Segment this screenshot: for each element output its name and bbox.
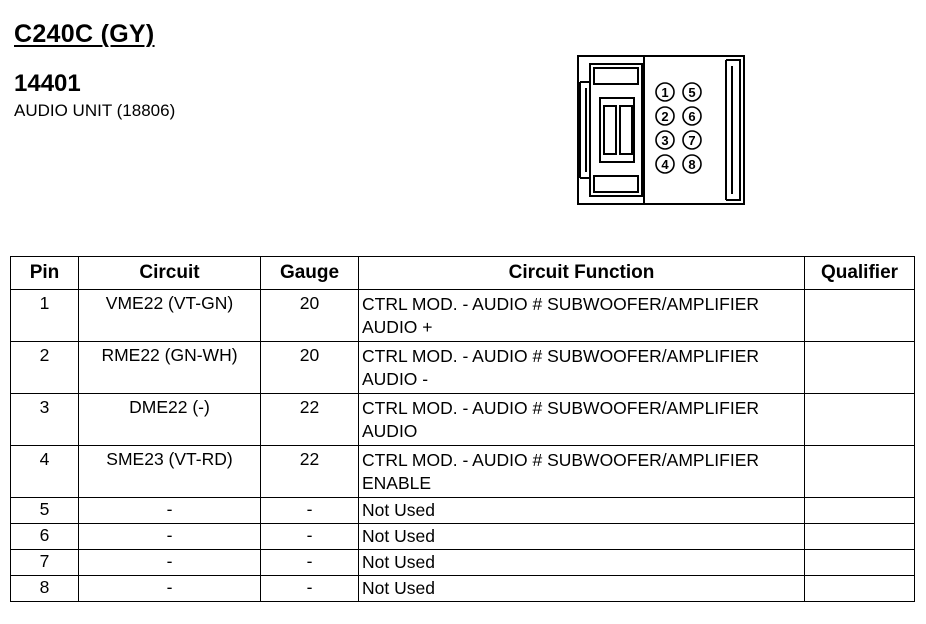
cavity-label: 2 <box>661 109 669 124</box>
cavity-label: 5 <box>688 85 696 100</box>
gauge-cell: - <box>261 576 359 602</box>
table-row <box>11 576 915 602</box>
qualifier-cell <box>805 576 915 602</box>
qualifier-cell <box>805 550 915 576</box>
table-row <box>11 524 915 550</box>
header-qualifier: Qualifier <box>805 257 915 290</box>
qualifier-cell <box>805 394 915 446</box>
function-cell: Not Used <box>359 524 805 550</box>
function-cell: Not Used <box>359 550 805 576</box>
table-row <box>11 498 915 524</box>
circuit-cell: SME23 (VT-RD) <box>79 446 261 498</box>
qualifier-cell <box>805 524 915 550</box>
circuit-cell: - <box>79 498 261 524</box>
gauge-cell: 22 <box>261 446 359 498</box>
pinout-table <box>10 256 915 602</box>
table-row <box>11 342 915 394</box>
qualifier-cell <box>805 342 915 394</box>
qualifier-cell <box>805 290 915 342</box>
function-cell: CTRL MOD. - AUDIO # SUBWOOFER/AMPLIFIER ENABLE <box>359 446 805 498</box>
function-cell: Not Used <box>359 498 805 524</box>
cavity-label: 7 <box>688 133 696 148</box>
header-circuit: Circuit <box>79 257 261 290</box>
function-cell: CTRL MOD. - AUDIO # SUBWOOFER/AMPLIFIER AUDIO + <box>359 290 805 342</box>
cavity-label: 4 <box>661 157 669 172</box>
connector-face-diagram <box>576 54 746 206</box>
gauge-cell: 22 <box>261 394 359 446</box>
header-circuit-function: Circuit Function <box>359 257 805 290</box>
pin-cell: 4 <box>11 446 79 498</box>
pin-cell: 5 <box>11 498 79 524</box>
gauge-cell: - <box>261 524 359 550</box>
cavity-label: 6 <box>688 109 696 124</box>
circuit-cell: - <box>79 550 261 576</box>
function-cell: CTRL MOD. - AUDIO # SUBWOOFER/AMPLIFIER AUDIO - <box>359 342 805 394</box>
gauge-cell: - <box>261 550 359 576</box>
cavity-label: 8 <box>688 157 696 172</box>
function-cell: CTRL MOD. - AUDIO # SUBWOOFER/AMPLIFIER AUDIO <box>359 394 805 446</box>
function-cell: Not Used <box>359 576 805 602</box>
header-pin: Pin <box>11 257 79 290</box>
header-gauge: Gauge <box>261 257 359 290</box>
part-number: 14401 <box>14 70 81 97</box>
table-row <box>11 290 915 342</box>
qualifier-cell <box>805 446 915 498</box>
pin-cell: 3 <box>11 394 79 446</box>
cavity-label: 3 <box>661 133 669 148</box>
pin-cell: 7 <box>11 550 79 576</box>
pin-cell: 2 <box>11 342 79 394</box>
table-row <box>11 550 915 576</box>
cavity-label: 1 <box>661 85 669 100</box>
circuit-cell: RME22 (GN-WH) <box>79 342 261 394</box>
gauge-cell: 20 <box>261 290 359 342</box>
connector-id: C240C (GY) <box>14 20 155 48</box>
circuit-cell: - <box>79 524 261 550</box>
circuit-cell: - <box>79 576 261 602</box>
table-row <box>11 446 915 498</box>
table-row <box>11 394 915 446</box>
circuit-cell: VME22 (VT-GN) <box>79 290 261 342</box>
gauge-cell: 20 <box>261 342 359 394</box>
pin-cell: 6 <box>11 524 79 550</box>
gauge-cell: - <box>261 498 359 524</box>
qualifier-cell <box>805 498 915 524</box>
circuit-cell: DME22 (-) <box>79 394 261 446</box>
part-name: AUDIO UNIT (18806) <box>14 101 176 120</box>
pin-cell: 1 <box>11 290 79 342</box>
table-header-row <box>11 257 915 290</box>
pin-cell: 8 <box>11 576 79 602</box>
